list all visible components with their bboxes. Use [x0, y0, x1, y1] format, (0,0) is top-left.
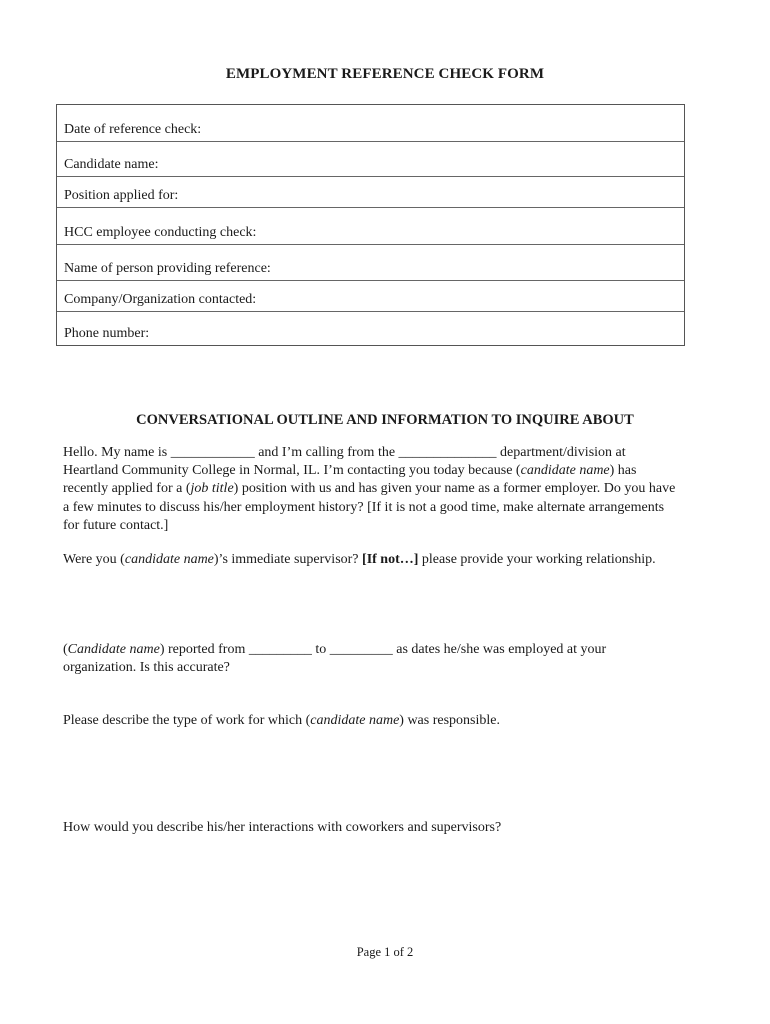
intro-line-4: a few minutes to discuss his/her employment history? [If it is not a good time, make alternate arrangements [63, 499, 665, 515]
row-phone-number[interactable] [57, 312, 684, 345]
intro-line-2: Heartland Community College in Normal, IL. I’m contacting you today because (candidate name) has [63, 463, 637, 479]
row-position-applied[interactable] [57, 177, 684, 208]
intro-paragraph [63, 444, 733, 535]
row-company-contacted[interactable] [57, 281, 684, 312]
row-date-of-check[interactable] [57, 105, 684, 142]
page-title: EMPLOYMENT REFERENCE CHECK FORM [225, 66, 545, 82]
label-phone-number: Phone number: [64, 326, 150, 341]
label-position-applied: Position applied for: [64, 188, 179, 203]
reference-info-table [56, 104, 685, 346]
row-candidate-name[interactable] [57, 142, 684, 177]
question-employment-dates: (Candidate name) reported from _________ to _________ as dates he/she was employed at your organization. Is this accurate? [63, 642, 607, 676]
label-hcc-employee: HCC employee conducting check: [64, 225, 257, 240]
label-reference-name: Name of person providing reference: [64, 261, 271, 276]
row-reference-name[interactable] [57, 245, 684, 281]
section-title: CONVERSATIONAL OUTLINE AND INFORMATION TO INQUIRE ABOUT [136, 412, 634, 428]
page-number: Page 1 of 2 [356, 945, 414, 959]
label-company-contacted: Company/Organization contacted: [64, 292, 257, 307]
intro-line-1: Hello. My name is ____________ and I’m calling from the ______________ department/division at [63, 445, 626, 460]
question-supervisor: Were you (candidate name)’s immediate supervisor? [If not…] please provide your working relationship. [63, 552, 656, 567]
question-type-of-work: Please describe the type of work for which (candidate name) was responsible. [63, 713, 500, 728]
label-candidate-name: Candidate name: [64, 157, 159, 172]
label-date-of-check: Date of reference check: [64, 122, 202, 137]
intro-line-3: recently applied for a (job title) position with us and has given your name as a former employer. Do you have [63, 481, 676, 497]
question-interactions: How would you describe his/her interactions with coworkers and supervisors? [63, 820, 502, 835]
intro-line-5: for future contact.] [63, 517, 169, 533]
row-hcc-employee[interactable] [57, 208, 684, 245]
